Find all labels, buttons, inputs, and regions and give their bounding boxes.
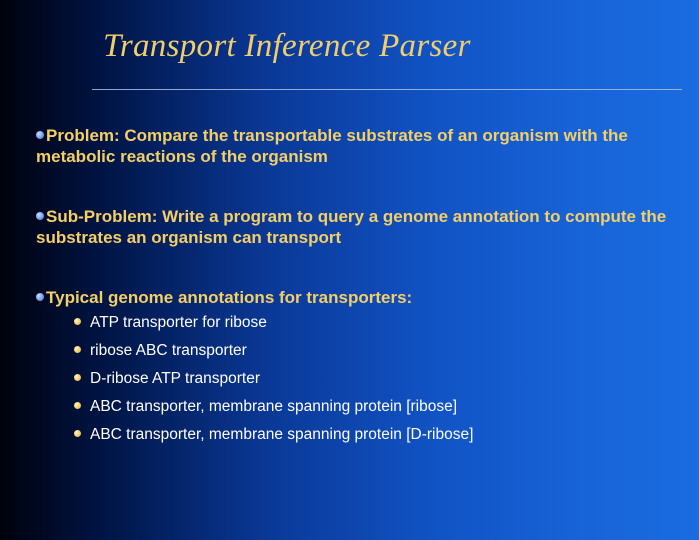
list-item-text: ABC transporter, membrane spanning protein [ribose] — [90, 398, 458, 415]
annotation-list — [74, 313, 473, 453]
sub-bullet-dot-icon — [74, 374, 81, 381]
title-divider — [92, 89, 682, 90]
bullet-dot-icon — [36, 131, 44, 139]
list-item-text: ATP transporter for ribose — [90, 314, 267, 331]
bullet-text: Typical genome annotations for transporters: — [46, 288, 413, 307]
list-item-text: ribose ABC transporter — [90, 342, 247, 359]
bullet-dot-icon — [36, 212, 44, 220]
list-item — [74, 313, 473, 341]
list-item — [74, 341, 473, 369]
bullet-dot-icon — [36, 293, 44, 301]
list-item — [74, 425, 473, 453]
bullet-text: Sub-Problem: Write a program to query a genome annotation to compute the substrates an organism can transport — [36, 207, 667, 247]
list-item-text: D-ribose ATP transporter — [90, 370, 260, 387]
list-item — [74, 369, 473, 397]
bullet-problem — [36, 125, 676, 167]
list-item — [74, 397, 473, 425]
list-item-text: ABC transporter, membrane spanning protein [D-ribose] — [90, 426, 474, 443]
bullet-typical-annotations — [36, 287, 676, 308]
bullet-sub-problem — [36, 206, 676, 248]
sub-bullet-dot-icon — [74, 402, 81, 409]
sub-bullet-dot-icon — [74, 430, 81, 437]
sub-bullet-dot-icon — [74, 346, 81, 353]
bullet-text: Problem: Compare the transportable substrates of an organism with the metabolic reactions of the organism — [36, 126, 628, 166]
slide-title: Transport Inference Parser — [103, 28, 471, 64]
sub-bullet-dot-icon — [74, 318, 81, 325]
